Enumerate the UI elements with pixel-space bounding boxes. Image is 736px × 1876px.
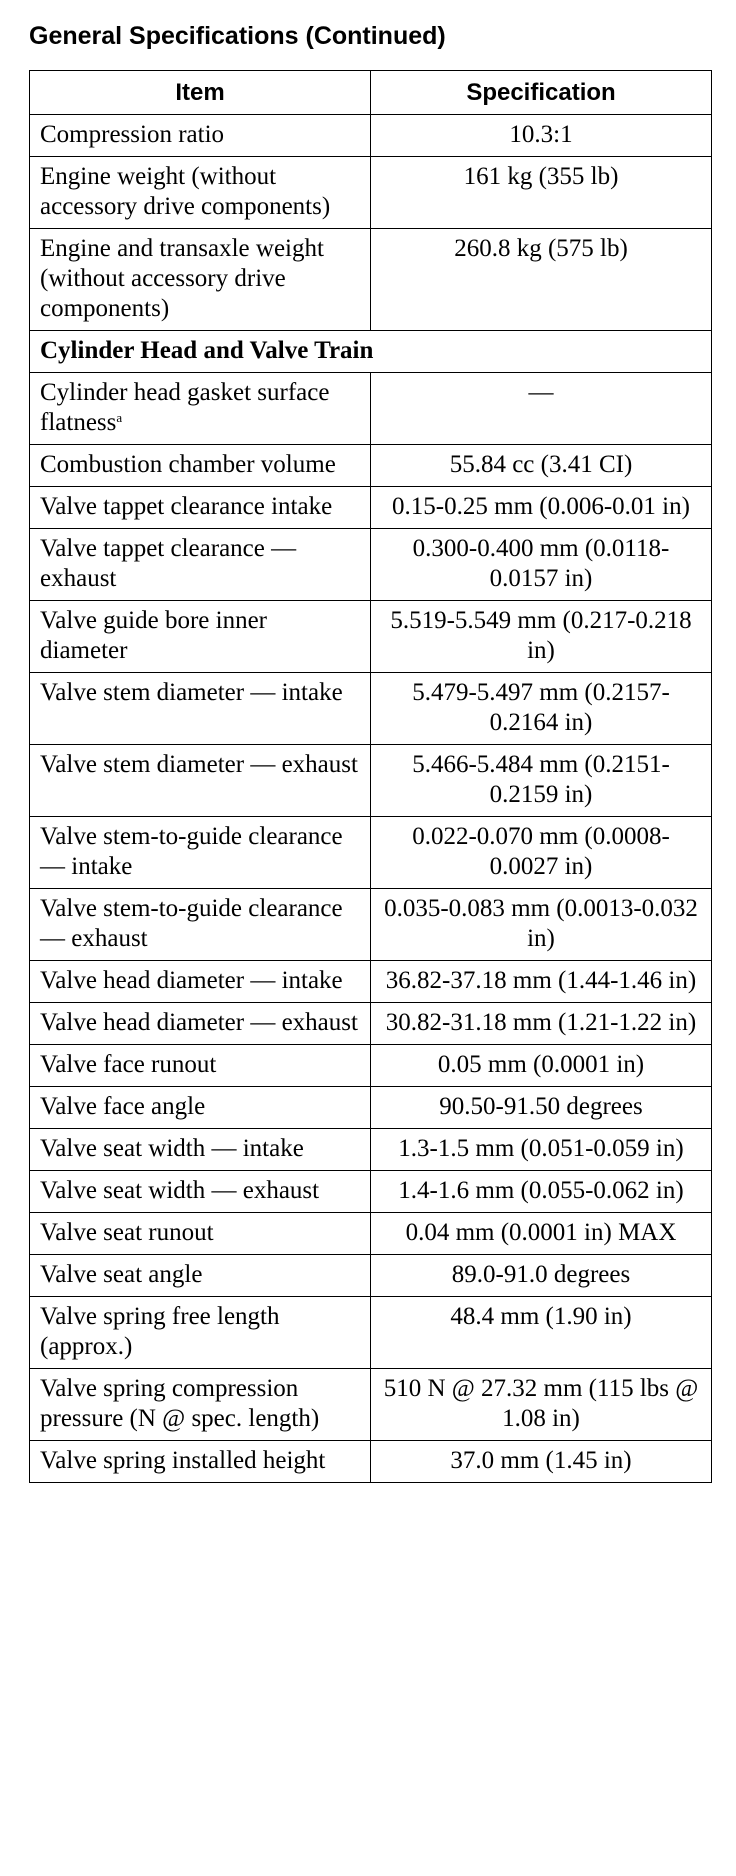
item-label: Combustion chamber volume bbox=[40, 451, 336, 478]
item-cell bbox=[30, 1003, 371, 1045]
item-label: Valve stem-to-guide clearance — exhaust bbox=[40, 895, 343, 952]
header-row bbox=[30, 71, 712, 115]
item-cell bbox=[30, 157, 371, 229]
specification-cell: 510 N @ 27.32 mm (115 lbs @ 1.08 in) bbox=[371, 1369, 712, 1441]
item-cell bbox=[30, 817, 371, 889]
specification-cell: 260.8 kg (575 lb) bbox=[371, 229, 712, 331]
table-row bbox=[30, 1441, 712, 1483]
item-cell bbox=[30, 373, 371, 445]
item-cell bbox=[30, 1255, 371, 1297]
table-row bbox=[30, 1297, 712, 1369]
table-row bbox=[30, 529, 712, 601]
item-label: Valve seat width — intake bbox=[40, 1135, 304, 1162]
table-row bbox=[30, 1213, 712, 1255]
table-row bbox=[30, 1171, 712, 1213]
specification-cell: 0.05 mm (0.0001 in) bbox=[371, 1045, 712, 1087]
footnote-marker: a bbox=[116, 410, 123, 425]
table-row bbox=[30, 745, 712, 817]
item-cell bbox=[30, 1297, 371, 1369]
specification-cell: 1.3-1.5 mm (0.051-0.059 in) bbox=[371, 1129, 712, 1171]
specification-cell: 48.4 mm (1.90 in) bbox=[371, 1297, 712, 1369]
item-label: Valve stem diameter — exhaust bbox=[40, 751, 358, 778]
item-cell bbox=[30, 115, 371, 157]
spec-table bbox=[29, 70, 712, 1483]
item-cell bbox=[30, 1129, 371, 1171]
item-label: Valve tappet clearance intake bbox=[40, 493, 333, 520]
item-label: Valve spring compression pressure (N @ spec. length) bbox=[40, 1375, 320, 1432]
specification-cell: 0.300-0.400 mm (0.0118-0.0157 in) bbox=[371, 529, 712, 601]
item-label: Valve tappet clearance — exhaust bbox=[40, 535, 297, 592]
table-row bbox=[30, 1087, 712, 1129]
spec-table-body bbox=[30, 115, 712, 1483]
item-label: Valve head diameter — intake bbox=[40, 967, 343, 994]
item-cell bbox=[30, 1045, 371, 1087]
item-label: Engine and transaxle weight (without accessory drive components) bbox=[40, 235, 324, 322]
table-row bbox=[30, 889, 712, 961]
item-cell bbox=[30, 601, 371, 673]
specification-cell: 55.84 cc (3.41 CI) bbox=[371, 445, 712, 487]
table-row bbox=[30, 1369, 712, 1441]
table-row bbox=[30, 1045, 712, 1087]
item-label: Valve spring installed height bbox=[40, 1447, 326, 1474]
item-label: Valve seat angle bbox=[40, 1261, 203, 1288]
specification-cell: 0.035-0.083 mm (0.0013-0.032 in) bbox=[371, 889, 712, 961]
section-heading: Cylinder Head and Valve Train bbox=[30, 331, 712, 373]
specification-cell: 30.82-31.18 mm (1.21-1.22 in) bbox=[371, 1003, 712, 1045]
specification-cell: 89.0-91.0 degrees bbox=[371, 1255, 712, 1297]
item-label: Valve stem diameter — intake bbox=[40, 679, 343, 706]
item-label: Valve face runout bbox=[40, 1051, 217, 1078]
table-row bbox=[30, 115, 712, 157]
specification-cell: 5.466-5.484 mm (0.2151-0.2159 in) bbox=[371, 745, 712, 817]
table-row bbox=[30, 961, 712, 1003]
page-title: General Specifications (Continued) bbox=[29, 22, 446, 50]
specification-cell: 37.0 mm (1.45 in) bbox=[371, 1441, 712, 1483]
specification-cell: 0.022-0.070 mm (0.0008-0.0027 in) bbox=[371, 817, 712, 889]
item-cell bbox=[30, 1369, 371, 1441]
specification-cell: 5.479-5.497 mm (0.2157-0.2164 in) bbox=[371, 673, 712, 745]
table-row bbox=[30, 157, 712, 229]
item-cell bbox=[30, 1171, 371, 1213]
item-cell bbox=[30, 1213, 371, 1255]
specification-cell: 161 kg (355 lb) bbox=[371, 157, 712, 229]
table-row bbox=[30, 817, 712, 889]
table-row bbox=[30, 601, 712, 673]
specification-cell: 90.50-91.50 degrees bbox=[371, 1087, 712, 1129]
table-row bbox=[30, 373, 712, 445]
item-label: Engine weight (without accessory drive components) bbox=[40, 163, 331, 220]
item-label: Valve spring free length (approx.) bbox=[40, 1303, 280, 1360]
specification-cell: 0.04 mm (0.0001 in) MAX bbox=[371, 1213, 712, 1255]
item-cell bbox=[30, 1441, 371, 1483]
item-cell bbox=[30, 745, 371, 817]
item-cell bbox=[30, 961, 371, 1003]
item-cell bbox=[30, 229, 371, 331]
item-label: Valve head diameter — exhaust bbox=[40, 1009, 358, 1036]
specification-cell: — bbox=[371, 373, 712, 445]
specification-cell: 5.519-5.549 mm (0.217-0.218 in) bbox=[371, 601, 712, 673]
table-row bbox=[30, 487, 712, 529]
column-header-item: Item bbox=[30, 71, 371, 115]
column-header-specification: Specification bbox=[371, 71, 712, 115]
item-cell bbox=[30, 529, 371, 601]
item-cell bbox=[30, 673, 371, 745]
table-row bbox=[30, 1003, 712, 1045]
specification-cell: 0.15-0.25 mm (0.006-0.01 in) bbox=[371, 487, 712, 529]
specification-cell: 36.82-37.18 mm (1.44-1.46 in) bbox=[371, 961, 712, 1003]
item-label: Valve seat width — exhaust bbox=[40, 1177, 320, 1204]
table-row bbox=[30, 1129, 712, 1171]
table-row bbox=[30, 445, 712, 487]
item-label: Compression ratio bbox=[40, 121, 225, 148]
section-row bbox=[30, 331, 712, 373]
item-cell bbox=[30, 487, 371, 529]
item-cell bbox=[30, 445, 371, 487]
item-label: Cylinder head gasket surface flatness bbox=[40, 379, 330, 436]
item-label: Valve seat runout bbox=[40, 1219, 214, 1246]
item-label: Valve stem-to-guide clearance — intake bbox=[40, 823, 343, 880]
table-row bbox=[30, 229, 712, 331]
specification-cell: 10.3:1 bbox=[371, 115, 712, 157]
table-row bbox=[30, 673, 712, 745]
item-label: Valve guide bore inner diameter bbox=[40, 607, 268, 664]
item-cell bbox=[30, 1087, 371, 1129]
item-cell bbox=[30, 889, 371, 961]
specification-cell: 1.4-1.6 mm (0.055-0.062 in) bbox=[371, 1171, 712, 1213]
table-row bbox=[30, 1255, 712, 1297]
item-label: Valve face angle bbox=[40, 1093, 206, 1120]
